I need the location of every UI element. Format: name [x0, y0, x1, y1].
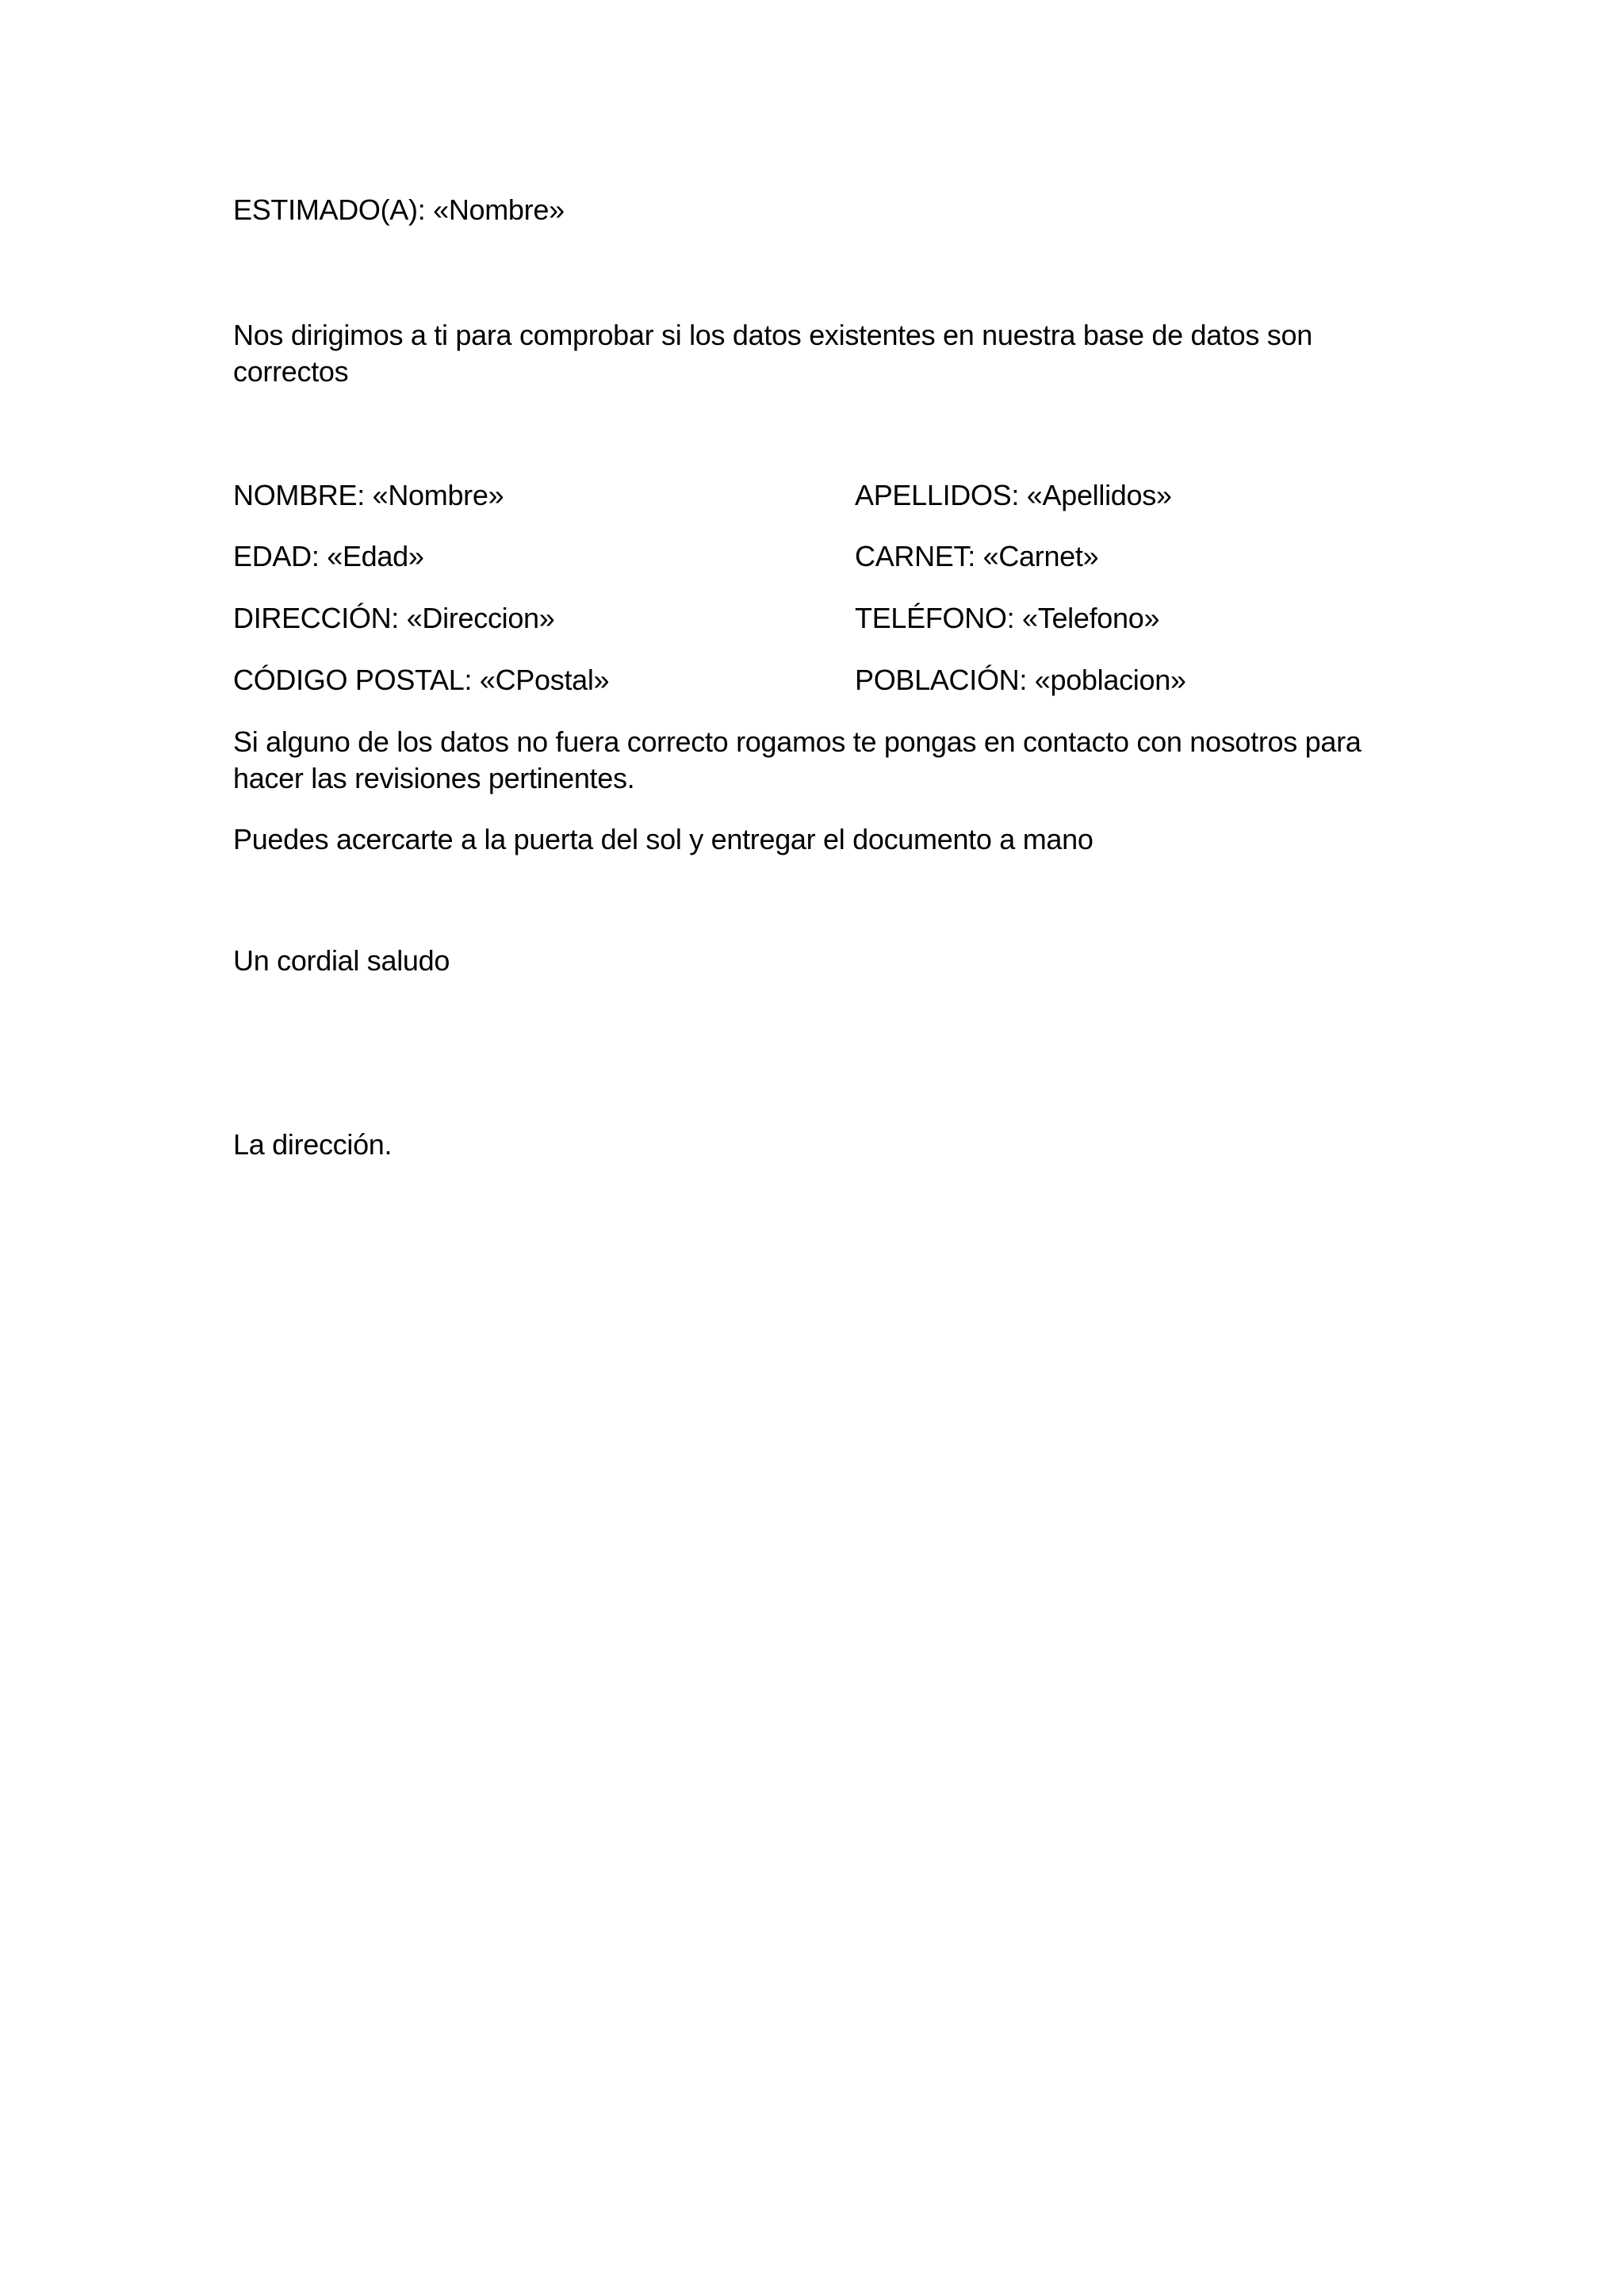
signature-line: La dirección.	[233, 1128, 393, 1161]
field-row	[0, 600, 1624, 637]
field-row	[0, 477, 1624, 514]
field-row	[0, 662, 1624, 698]
note-paragraph: Si alguno de los datos no fuera correcto rogamos te pongas en contacto con nosotros para hacer las revisiones pertinentes.	[233, 725, 1362, 794]
field-nombre: NOMBRE: «Nombre»	[233, 479, 504, 511]
instruction-line: Puedes acercarte a la puerta del sol y entregar el documento a mano	[233, 823, 1094, 855]
field-row	[0, 538, 1624, 575]
greeting-line: ESTIMADO(A): «Nombre»	[233, 193, 565, 226]
field-apellidos: APELLIDOS: «Apellidos»	[855, 479, 1172, 511]
field-direccion: DIRECCIÓN: «Direccion»	[233, 602, 555, 634]
intro-paragraph: Nos dirigimos a ti para comprobar si los datos existentes en nuestra base de datos son correctos	[233, 319, 1312, 388]
field-telefono: TELÉFONO: «Telefono»	[855, 602, 1160, 634]
field-codigo-postal: CÓDIGO POSTAL: «CPostal»	[233, 664, 610, 696]
field-poblacion: POBLACIÓN: «poblacion»	[855, 664, 1186, 696]
field-carnet: CARNET: «Carnet»	[855, 540, 1099, 572]
closing-line: Un cordial saludo	[233, 944, 450, 977]
field-edad: EDAD: «Edad»	[233, 540, 424, 572]
